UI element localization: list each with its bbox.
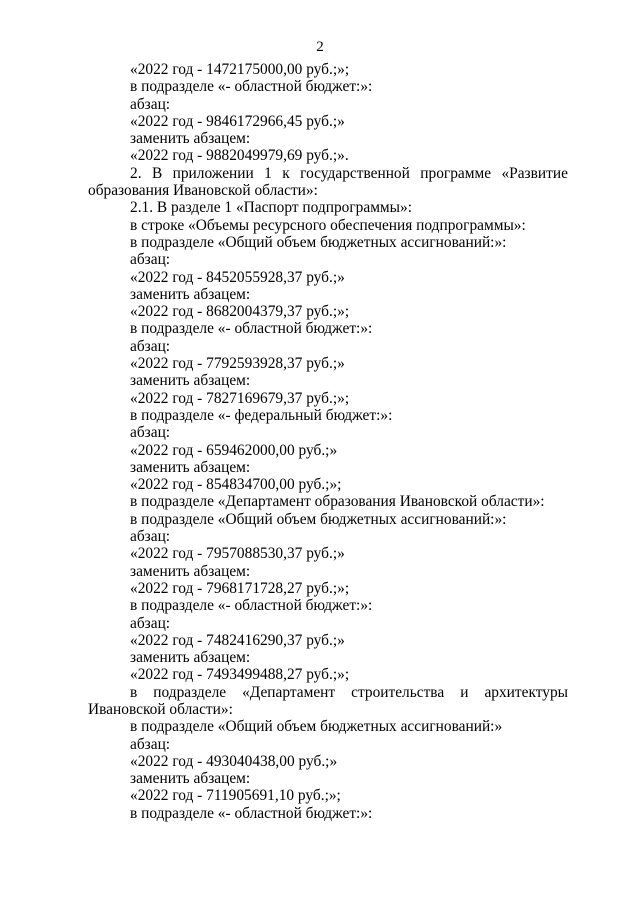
text-line: абзац: (130, 528, 171, 546)
text-line: заменить абзацем: (130, 372, 251, 390)
text-line: «2022 год - 7957088530,37 руб.;» (130, 545, 345, 563)
word: 1 (264, 164, 272, 182)
word: приложении (172, 164, 254, 182)
text-line: «2022 год - 9846172966,45 руб.;» (130, 112, 345, 130)
text-line: «2022 год - 1472175000,00 руб.;»; (130, 61, 350, 78)
text-line: «2022 год - 7482416290,37 руб.;» (130, 631, 345, 649)
text-line: 2.1. В разделе 1 «Паспорт подпрограммы»: (130, 199, 412, 217)
text-line: «2022 год - 659462000,00 руб.;» (130, 441, 338, 459)
text-line: образования Ивановской области»: (88, 182, 318, 200)
text-line: в подразделе «- областной бюджет:»: (130, 804, 373, 822)
text-line: в подразделе «Общий объем бюджетных ассигнований:»: (130, 510, 507, 528)
word: государственной (300, 164, 410, 182)
text-line: «2022 год - 7493499488,27 руб.;»; (130, 666, 350, 684)
text-line: заменить абзацем: (130, 649, 251, 667)
text-line: заменить абзацем: (130, 130, 251, 148)
text-line: «2022 год - 7968171728,27 руб.;»; (130, 579, 350, 597)
text-line: заменить абзацем: (130, 285, 251, 303)
text-line: «2022 год - 8682004379,37 руб.;»; (130, 303, 350, 321)
document-body (88, 61, 568, 822)
text-line: «2022 год - 7827169679,37 руб.;»; (130, 389, 350, 407)
text-line: абзац: (130, 735, 171, 753)
text-line: абзац: (130, 251, 171, 269)
text-line: в подразделе «- областной бюджет:»: (130, 320, 373, 338)
text-line: в подразделе «Департамент образования Ивановской области»: (130, 493, 545, 511)
text-line: в подразделе «- областной бюджет:»: (130, 597, 373, 615)
text-line: в подразделе «- областной бюджет:»: (130, 78, 373, 96)
text-line: абзац: (130, 614, 171, 632)
text-line: Ивановской области»: (88, 700, 233, 718)
word: программе (420, 164, 492, 182)
text-line: «2022 год - 711905691,10 руб.;»; (130, 787, 341, 805)
text-line: «2022 год - 9882049979,69 руб.;». (130, 147, 349, 165)
text-line: «2022 год - 493040438,00 руб.;» (130, 752, 338, 770)
word: 2. (130, 164, 142, 182)
text-line: в подразделе «Общий объем бюджетных ассигнований:» (130, 718, 503, 736)
text-line: «2022 год - 7792593928,37 руб.;» (130, 355, 345, 373)
text-line: «2022 год - 854834700,00 руб.;»; (130, 476, 342, 494)
word: строительства (351, 683, 445, 701)
text-line: заменить абзацем: (130, 562, 251, 580)
justified-line (88, 684, 568, 701)
word: В (151, 164, 163, 182)
text-line: в строке «Объемы ресурсного обеспечения подпрограммы»: (130, 216, 526, 234)
word: «Департамент (242, 683, 336, 701)
text-line: абзац: (130, 424, 171, 442)
justified-line (88, 165, 568, 182)
word: в (130, 683, 138, 701)
text-line: заменить абзацем: (130, 458, 251, 476)
text-line: заменить абзацем: (130, 770, 251, 788)
text-line: «2022 год - 8452055928,37 руб.;» (130, 268, 345, 286)
text-line: в подразделе «- федеральный бюджет:»: (130, 406, 393, 424)
word: архитектуры (484, 683, 568, 701)
text-line: абзац: (130, 337, 171, 355)
word: к (282, 164, 290, 182)
page-number: 2 (316, 39, 324, 55)
word: подразделе (153, 683, 227, 701)
word: «Развитие (501, 164, 568, 182)
text-line: в подразделе «Общий объем бюджетных ассигнований:»: (130, 233, 507, 251)
word: и (460, 683, 469, 701)
text-line: абзац: (130, 95, 171, 113)
